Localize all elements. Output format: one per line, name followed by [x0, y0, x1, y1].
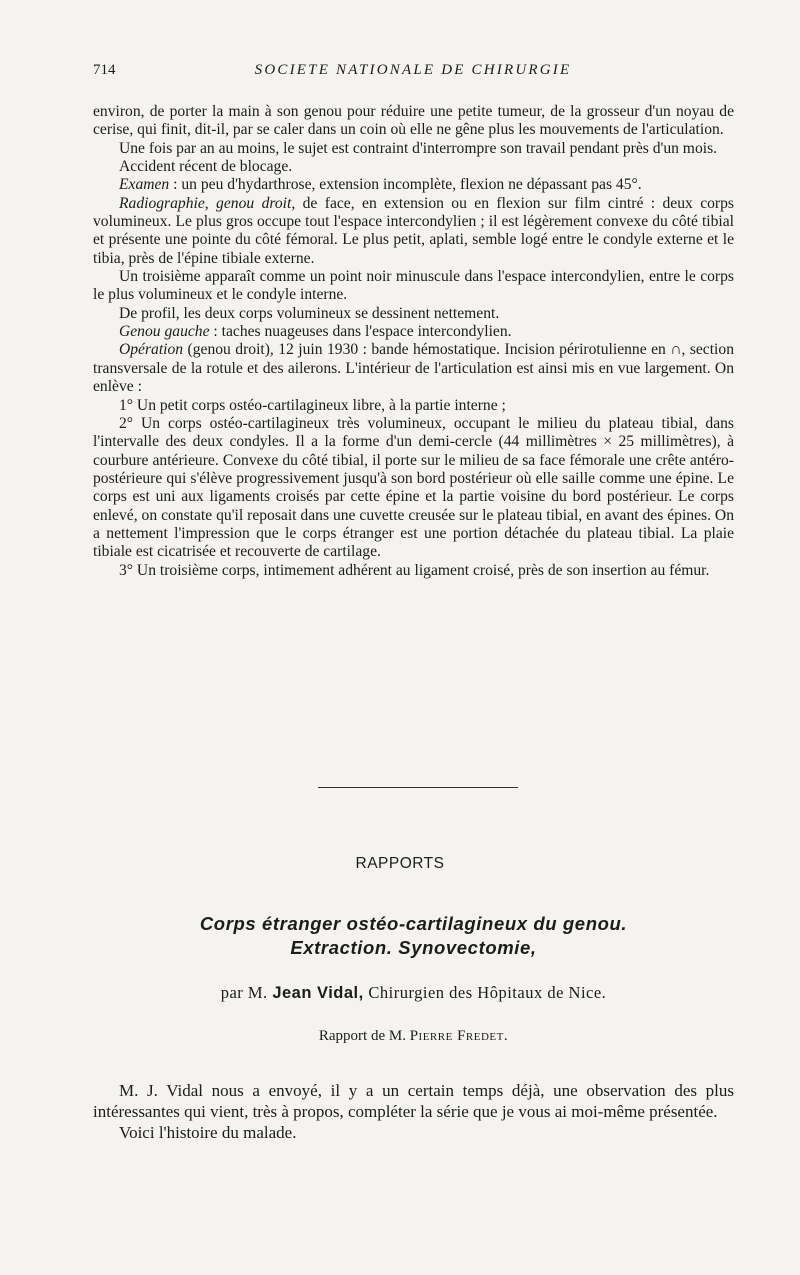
paragraph — [93, 323, 734, 341]
paragraph-label: Opération — [119, 341, 184, 359]
paragraph-label: Examen — [119, 176, 170, 194]
paragraph: De profil, les deux corps volumineux se dessinent nettement. — [119, 304, 500, 322]
paragraph — [93, 176, 734, 194]
paragraph-text: : un peu d'hydarthrose, extension incomplète, flexion ne dépassant pas 45°. — [169, 176, 642, 194]
reporter-name: Pierre Fredet. — [409, 1028, 509, 1044]
paragraph-label: Genou gauche — [119, 323, 210, 341]
article-title-line: Extraction. Synovectomie, — [290, 937, 537, 958]
author-name: Jean Vidal, — [272, 984, 364, 1002]
paragraph: M. J. Vidal nous a envoyé, il y a un certain temps déjà, une observation des plus intéressantes qui vient, très à propos, compléter la série que je vous ai moi-même présentée. — [93, 1081, 734, 1121]
section-divider — [318, 787, 518, 788]
running-title: SOCIETE NATIONALE DE CHIRURGIE — [254, 62, 572, 78]
paragraph: Accident récent de blocage. — [119, 158, 293, 176]
article-title — [93, 912, 734, 960]
paragraph: Une fois par an au moins, le sujet est contraint d'interrompre son travail pendant près d'un mois. — [119, 139, 718, 157]
paragraph: environ, de porter la main à son genou pour réduire une petite tumeur, de la grosseur d'un noyau de cerise, qui finit, dit-il, par se caler dans un coin où elle ne gêne plus les mouvements de l'articulation. — [93, 103, 734, 139]
paragraph — [93, 341, 734, 396]
page-header — [93, 62, 733, 82]
paragraph — [93, 195, 734, 268]
report-intro — [93, 1080, 734, 1143]
paragraph: Voici l'histoire du malade. — [119, 1123, 297, 1142]
byline-prefix: par M. — [220, 983, 273, 1002]
page-number: 714 — [93, 62, 116, 78]
paragraph: Un troisième apparaît comme un point noir minuscule dans l'espace intercondylien, entre le corps le plus volumineux et le condyle interne. — [93, 268, 734, 304]
article-title-line: Corps étranger ostéo-cartilagineux du genou. — [199, 913, 628, 934]
paragraph-text: (genou droit), 12 juin 1930 : bande hémostatique. Incision périrotulienne en ∩, section transversale de la rotule et des ailerons. L'intérieur de l'articulation est ainsi mis en vue largement. On enlève : — [93, 341, 734, 396]
paragraph-text: : taches nuageuses dans l'espace intercondylien. — [209, 323, 512, 341]
paragraph-label: Radiographie, genou droit, — [119, 194, 296, 212]
byline-affiliation: Chirurgien des Hôpitaux de Nice. — [363, 983, 607, 1002]
section-heading: RAPPORTS — [355, 855, 445, 872]
report-attribution — [93, 1028, 734, 1045]
paragraph: 1° Un petit corps ostéo-cartilagineux libre, à la partie interne ; — [119, 396, 506, 414]
paragraph-text: de face, en extension ou en flexion sur film cintré : deux corps volumineux. Le plus gros occupe tout l'espace intercondylien ; il est légèrement convexe du côté tibial et présente une pointe du côté fémoral. Le plus petit, aplati, semble logé entre le condyle externe et le tibia, près de l'épine tibiale externe. — [93, 194, 734, 267]
paragraph: 3° Un troisième corps, intimement adhérent au ligament croisé, près de son insertion au fémur. — [119, 561, 710, 579]
byline — [93, 983, 734, 1003]
case-report-text — [93, 103, 734, 580]
paragraph: 2° Un corps ostéo-cartilagineux très volumineux, occupant le milieu du plateau tibial, dans l'intervalle des deux condyles. Il a la forme d'un demi-cercle (44 millimètres × 25 millimètres), à courbure antérieure. Convexe du côté tibial, il porte sur le milieu de sa face fémorale une crête antéro-postérieure qui s'élève progressivement jusqu'à son bord postérieur où elle saille comme une épine. Le corps est uni aux ligaments croisés par cette épine et la partie voisine du bord postérieur. Le corps enlevé, on constate qu'il reposait dans une cuvette creusée sur le plateau tibial, en avant des épines. On a nettement l'impression que le corps étranger est une portion détachée du plateau tibial. La plaie tibiale est cicatrisée et recouverte de cartilage. — [93, 414, 734, 561]
report-prefix: Rapport de M. — [318, 1028, 410, 1044]
